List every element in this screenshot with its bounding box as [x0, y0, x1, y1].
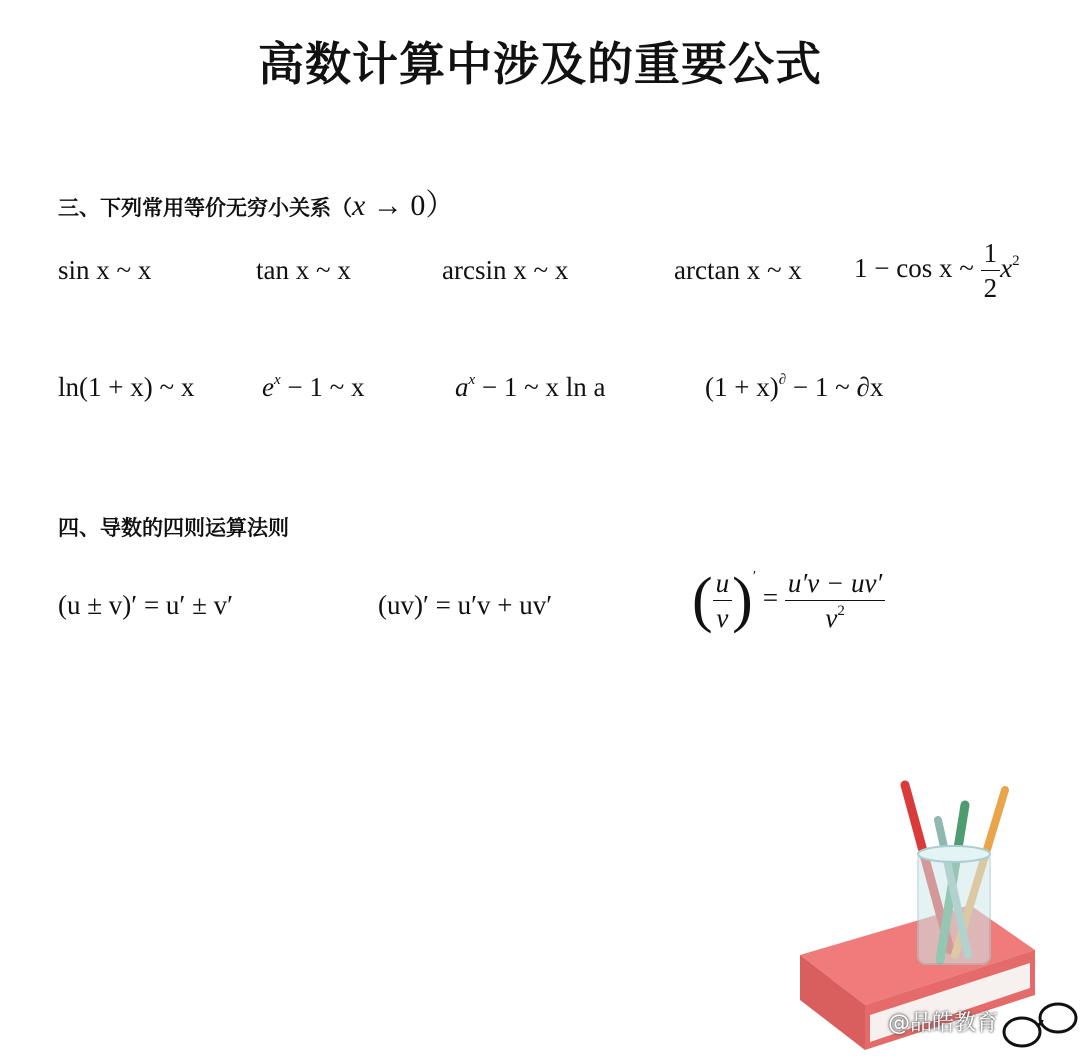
formula-ln: ln(1 + x) ~ x — [58, 372, 195, 402]
glasses-icon — [1004, 1004, 1076, 1046]
formula-one-minus-cos: 1 − cos x ~ $\frac{1}{2}$ $x^2$ — [854, 238, 1020, 303]
fraction-one-half: $\frac{1}{2}$ — [981, 240, 1001, 302]
formula-tan: tan x ~ x — [256, 255, 351, 285]
section-3-heading-text: 三、下列常用等价无穷小关系（ — [58, 196, 352, 220]
formula-arctan: arctan x ~ x — [674, 255, 802, 285]
quotient-result-fraction: $\frac{u'v - uv'}{v^2}$ — [785, 570, 886, 632]
section-3-heading — [58, 180, 455, 224]
section-4-heading: 四、导数的四则运算法则 — [58, 516, 289, 540]
formula-a-power: $a^x - 1$ ~ x ln a — [455, 372, 606, 402]
rule-product: (uv)′ = u′v + uv′ — [378, 590, 553, 620]
rule-quotient: ( $\frac{u}{v}$ )′ = $\frac{u'v - uv'}{v^2}$ — [692, 565, 885, 636]
formula-sin: sin x ~ x — [58, 255, 152, 285]
rule-sum: (u ± v)′ = u′ ± v′ — [58, 590, 234, 620]
section-3-condition: x → 0） — [352, 189, 456, 222]
formula-exp: $e^x - 1$ ~ x — [262, 372, 365, 402]
quotient-inner-fraction: $\frac{u}{v}$ — [713, 570, 733, 632]
pencil-cup-icon — [905, 785, 1005, 964]
formula-binomial: (1 + x)∂ − 1 ~ ∂x — [705, 372, 884, 402]
watermark: @品皓教育 — [888, 1011, 999, 1036]
formula-arcsin: arcsin x ~ x — [442, 255, 569, 285]
page-title: 高数计算中涉及的重要公式 — [258, 37, 822, 91]
